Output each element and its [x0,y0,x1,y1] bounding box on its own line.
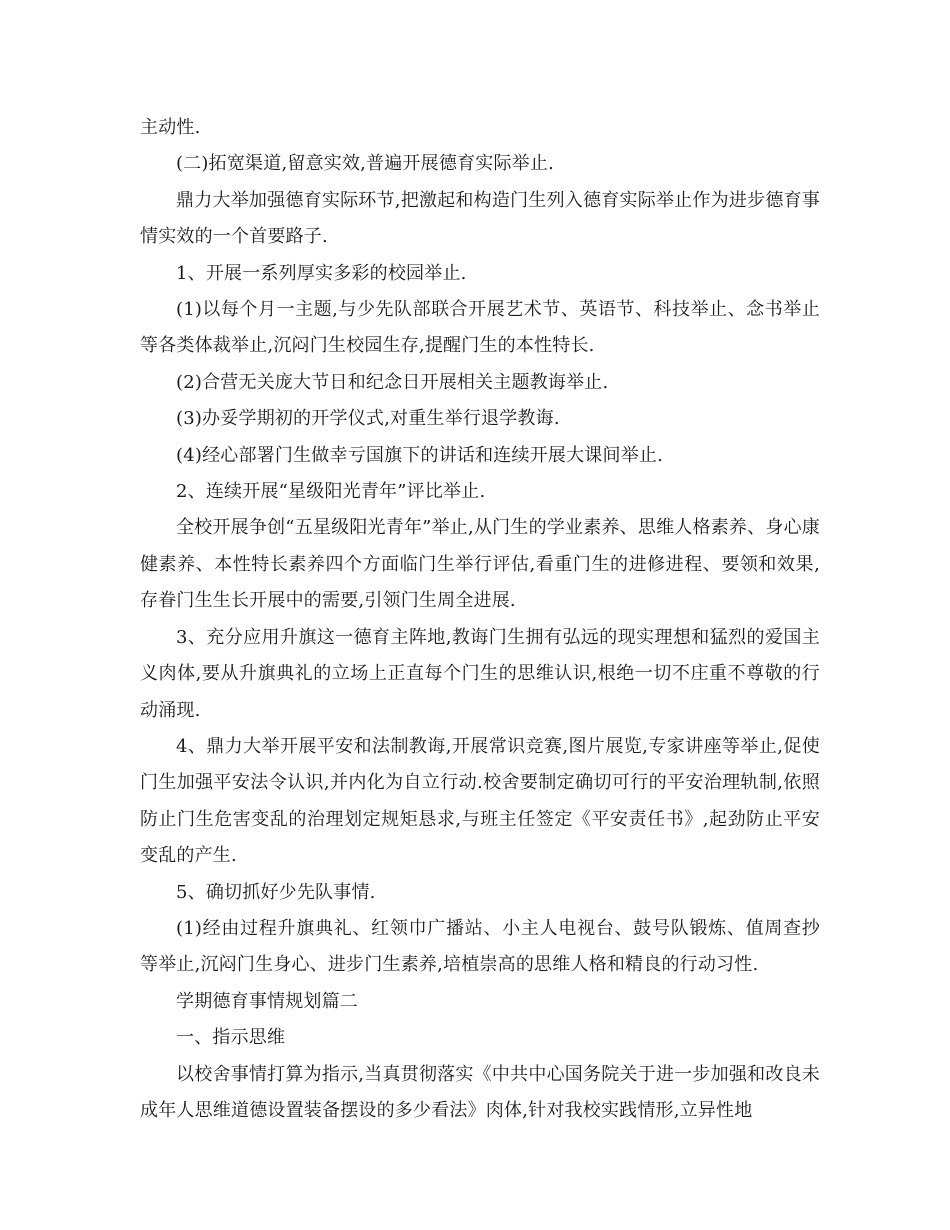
list-item: (2)合营无关庞大节日和纪念日开展相关主题教诲举止. [176,371,609,393]
section-heading: 一、指示思维 [176,1027,286,1049]
list-item-heading: 1、开展一系列厚实多彩的校园举止. [176,262,467,284]
section-heading: (二)拓宽渠道,留意实效,普遍开展德育实际举止. [176,153,555,175]
list-item: (1)经由过程升旗典礼、红领巾广播站、小主人电视台、鼓号队锻炼、值周查抄等举止,沉闷门生身心、进步门生素养,培植崇高的思维人格和精良的行动习性. [140,917,820,976]
document-body [140,110,820,1129]
list-item-heading: 3、充分应用升旗这一德育主阵地,教诲门生拥有弘远的现实理想和猛烈的爱国主义肉体,要从升旗典礼的立场上正直每个门生的思维认识,根绝一切不庄重不尊敬的行动涌现. [140,626,820,721]
paragraph: 主动性. [140,117,201,138]
list-item: (3)办妥学期初的开学仪式,对重生举行退学教诲. [176,408,560,430]
paragraph: 全校开展争创“五星级阳光青年”举止,从门生的学业素养、思维人格素养、身心康健素养、本性特长素养四个方面临门生举行评估,看重门生的进修进程、要领和效果,存眷门生生长开展中的需要,引领门生周全进展. [140,517,820,612]
list-item-heading: 2、连续开展“星级阳光青年”评比举止. [176,481,486,503]
paragraph: 以校舍事情打算为指示,当真贯彻落实《中共中心国务院关于进一步加强和改良未成年人思维道德设置装备摆设的多少看法》肉体,针对我校实践情形,立异性地 [140,1063,820,1121]
document-title: 学期德育事情规划篇二 [176,990,358,1012]
list-item: (1)以每个月一主题,与少先队部联合开展艺术节、英语节、科技举止、念书举止等各类体裁举止,沉闷门生校园生存,提醒门生的本性特长. [140,299,820,357]
paragraph: 鼎力大举加强德育实际环节,把激起和构造门生列入德育实际举止作为进步德育事情实效的一个首要路子. [140,189,820,248]
list-item: (4)经心部署门生做幸亏国旗下的讲话和连续开展大课间举止. [176,444,664,466]
list-item-heading: 4、鼎力大举开展平安和法制教诲,开展常识竞赛,图片展览,专家讲座等举止,促使门生加强平安法令认识,并内化为自立行动.校舍要制定确切可行的平安治理轨制,依照防止门生危害变乱的治理划定规矩恳求,与班主任签定《平安责任书》,起劲防止平安变乱的产生. [140,735,820,867]
list-item-heading: 5、确切抓好少先队事情. [176,881,376,903]
